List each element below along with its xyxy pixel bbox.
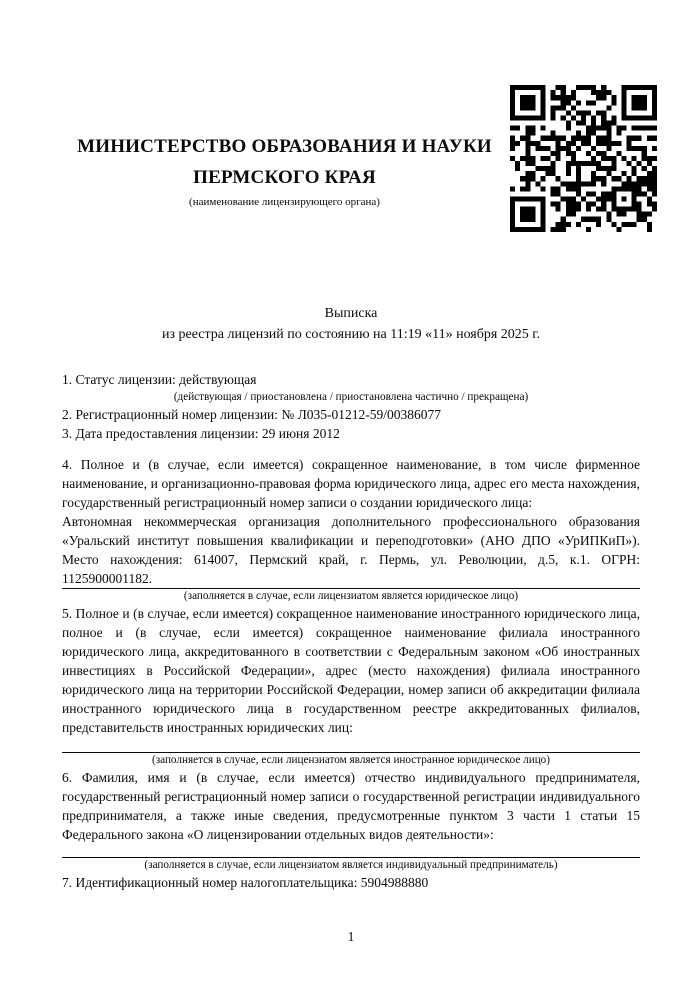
ministry-name-line1: МИНИСТЕРСТВО ОБРАЗОВАНИЯ И НАУКИ bbox=[77, 136, 492, 157]
title-line1: Выписка bbox=[324, 306, 378, 321]
qr-code-icon bbox=[505, 80, 662, 237]
item-1-license-status: 1. Статус лицензии: действующая bbox=[62, 372, 257, 387]
licensing-authority-header bbox=[62, 131, 507, 209]
ministry-name-line2: ПЕРМСКОГО КРАЯ bbox=[193, 167, 376, 188]
item-6-caption: (заполняется в случае, если лицензиатом является индивидуальный предприниматель) bbox=[144, 859, 558, 871]
document-title bbox=[62, 303, 640, 345]
page-number: 1 bbox=[347, 929, 355, 944]
item-6-entrepreneur: 6. Фамилия, имя и (в случае, если имеется) отчество индивидуального предпринимателя, государственный регистрационный номер записи о государственной регистрации индивидуального предпринимателя, а также иные сведения, предусмотренные пунктом 3 части 1 статьи 15 Федерального закона «О лицензировании отдельных видов деятельности»: bbox=[62, 770, 640, 842]
item-4-caption: (заполняется в случае, если лицензиатом является юридическое лицо) bbox=[183, 590, 519, 602]
item-5-caption: (заполняется в случае, если лицензиатом является иностранное юридическое лицо) bbox=[151, 754, 550, 766]
document-body bbox=[62, 370, 640, 892]
item-4-legal-entity-block bbox=[62, 455, 640, 589]
title-line2: из реестра лицензий по состоянию на 11:19 «11» ноября 2025 г. bbox=[162, 327, 540, 342]
item-1-caption: (действующая / приостановлена / приостановлена частично / прекращена) bbox=[173, 391, 529, 403]
ministry-caption: (наименование лицензирующего органа) bbox=[189, 196, 380, 208]
item-5-foreign-entity: 5. Полное и (в случае, если имеется) сокращенное наименование иностранного юридического лица, полное и (в случае, если имеется) сокращенное наименование филиала иностранного юридического лица, аккредитованного в соответствии с Федеральным законом «Об иностранных инвестициях в Российской Федерации», адрес (место нахождения) филиала иностранного юридического лица на территории Российской Федерации, номер записи об аккредитации филиала иностранного юридического лица в государственном реестре аккредитованных филиалов, представительств иностранных юридических лиц: bbox=[62, 606, 640, 735]
item-7-taxpayer-number: 7. Идентификационный номер налогоплательщика: 5904988880 bbox=[62, 875, 429, 890]
item-2-registration-number: 2. Регистрационный номер лицензии: № Л035-01212-59/00386077 bbox=[62, 407, 442, 422]
item-3-license-date: 3. Дата предоставления лицензии: 29 июня 2012 bbox=[62, 426, 340, 441]
item-4-answer: Автономная некоммерческая организация дополнительного профессионального образования «Уральский институт повышения квалификации и переподготовки» (АНО ДПО «УрИПКиП»). Место нахождения: 614007, Пермский край, г. Пермь, ул. Революции, д.5, к.1. ОГРН: 1125900001182. bbox=[62, 514, 640, 586]
item-4-question: 4. Полное и (в случае, если имеется) сокращенное наименование, в том числе фирменное наименование, и организационно-правовая форма юридического лица, адрес его места нахождения, государственный регистрационный номер записи о создании юридического лица: bbox=[62, 457, 640, 510]
